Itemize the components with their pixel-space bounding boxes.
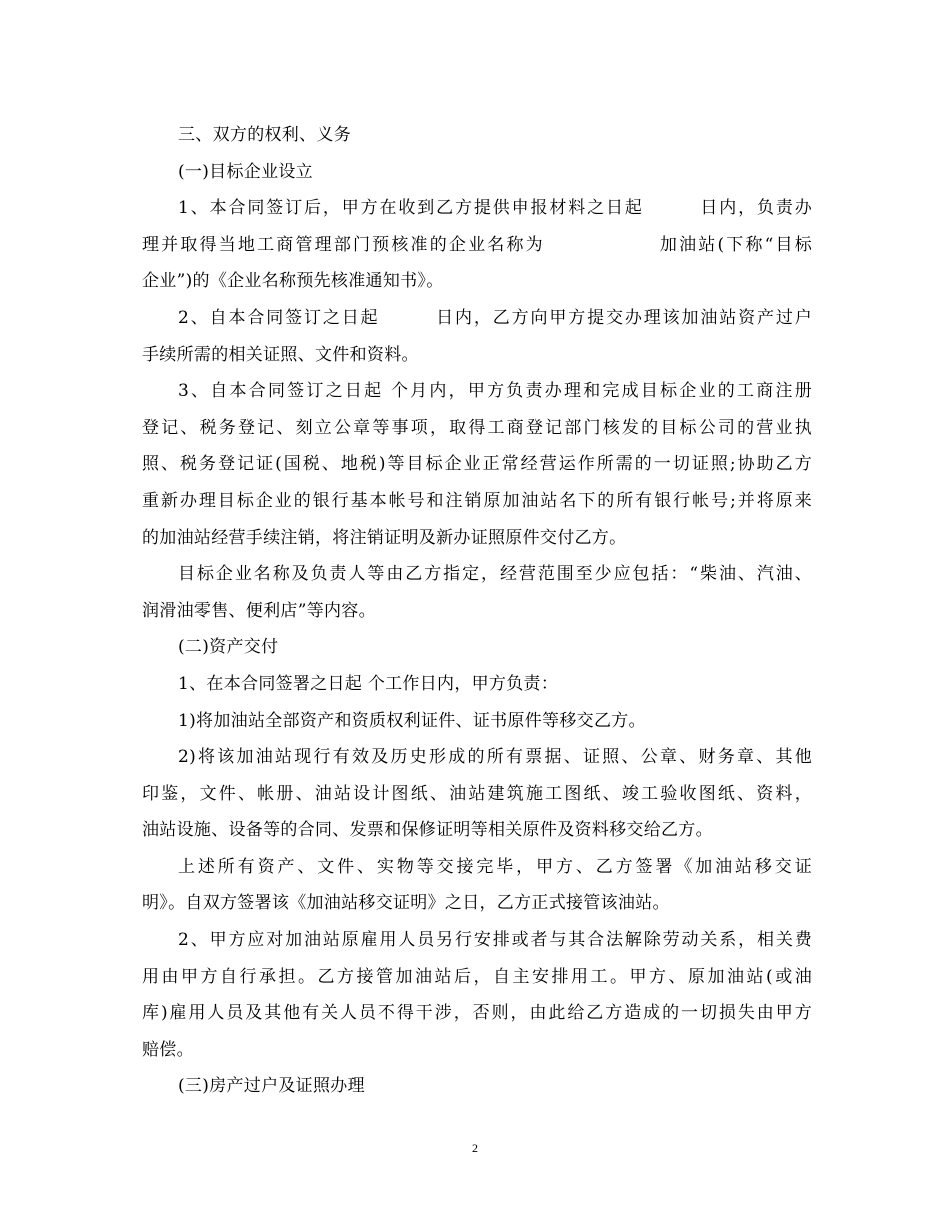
text-line: 2)将该加油站现行有效及历史形成的所有票据、证照、公章、财务章、其他 [178,747,812,768]
text-line: 油站设施、设备等的合同、发票和保修证明等相关原件及资料移交给乙方。 [142,820,713,841]
text-line: (二)资产交付 [178,637,279,658]
text-line: 2、自本合同签订之日起 日内，乙方向甲方提交办理该加油站资产过户 [178,307,812,328]
text-line: 三、双方的权利、义务 [178,125,351,145]
text-line: 企业”)的《企业名称预先核准通知书》。 [142,271,444,292]
text-line: 印鉴，文件、帐册、油站设计图纸、油站建筑施工图纸、竣工验收图纸、资料， [142,783,812,804]
text-line: 理并取得当地工商管理部门预核准的企业名称为 加油站(下称“目标 [142,234,812,255]
text-line: 1)将加油站全部资产和资质权利证件、证书原件等移交乙方。 [178,710,646,731]
text-line: 3、自本合同签订之日起 个月内，甲方负责办理和完成目标企业的工商注册 [178,381,812,402]
text-line: 照、税务登记证(国税、地税)等目标企业正常经营运作所需的一切证照;协助乙方 [142,454,812,475]
text-line: 的加油站经营手续注销，将注销证明及新办证照原件交付乙方。 [142,527,627,548]
text-line: 登记、税务登记、刻立公章等事项，取得工商登记部门核发的目标公司的营业执 [142,417,812,438]
text-line: 目标企业名称及负责人等由乙方指定，经营范围至少应包括：“柴油、汽油、 [178,564,812,585]
text-line: 手续所需的相关证照、文件和资料。 [142,344,419,365]
text-line: 重新办理目标企业的银行基本帐号和注销原加油站名下的所有银行帐号;并将原来 [142,490,812,511]
text-line: 上述所有资产、文件、实物等交接完毕，甲方、乙方签署《加油站移交证 [178,856,812,877]
text-line: 用由甲方自行承担。乙方接管加油站后，自主安排用工。甲方、原加油站(或油 [142,966,812,987]
text-line: 库)雇用人员及其他有关人员不得干涉，否则，由此给乙方造成的一切损失由甲方 [142,1003,812,1024]
text-line: (一)目标企业设立 [178,161,313,182]
text-line: 赔偿。 [142,1039,194,1060]
text-line: 明》。自双方签署该《加油站移交证明》之日，乙方正式接管该油站。 [142,893,670,914]
text-line: 润滑油零售、便利店”等内容。 [142,600,376,621]
text-line: 1、在本合同签署之日起 个工作日内，甲方负责： [178,673,559,694]
document-body [142,117,812,1105]
page-number: 2 [472,1141,478,1155]
text-line: 1、本合同签订后，甲方在收到乙方提供申报材料之日起 日内，负责办 [178,198,812,219]
text-line: (三)房产过户及证照办理 [178,1076,365,1097]
text-line: 2、甲方应对加油站原雇用人员另行安排或者与其合法解除劳动关系，相关费 [178,930,812,951]
